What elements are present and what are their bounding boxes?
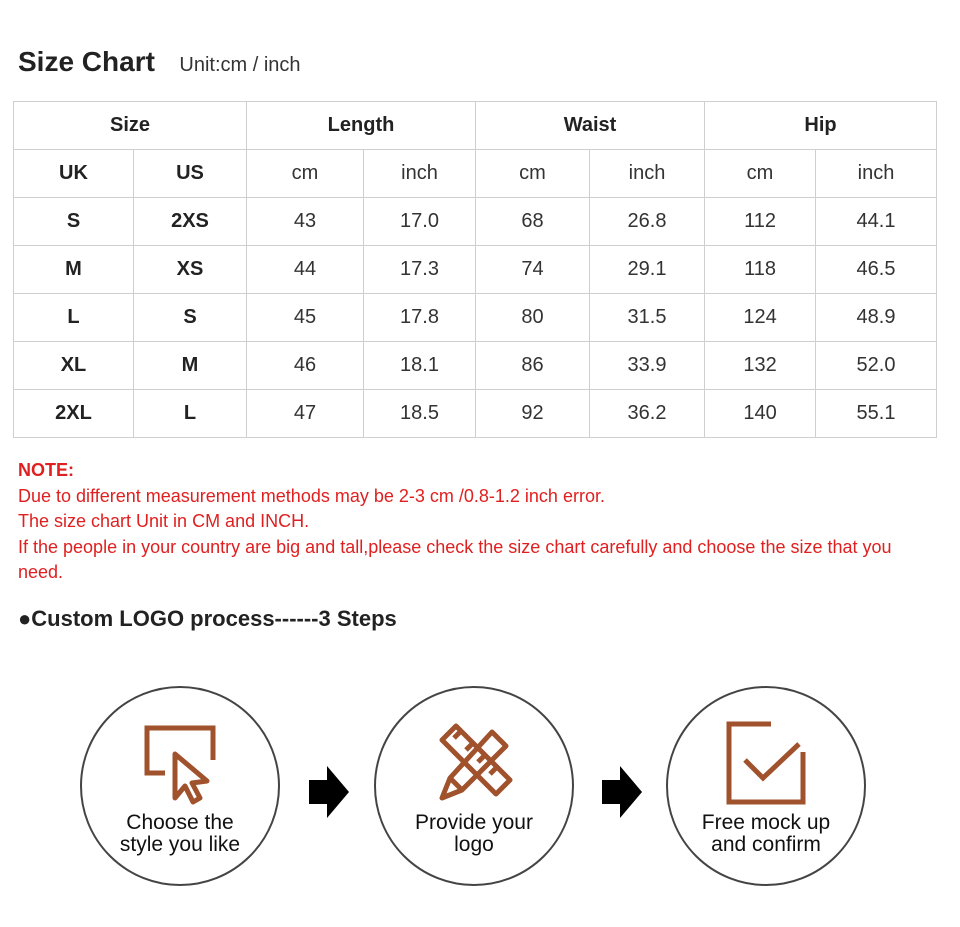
subheader-waist-inch: inch (590, 150, 705, 198)
cell-uk: S (14, 198, 134, 246)
page-title: Size Chart (18, 46, 155, 77)
cell-length-inch: 17.8 (364, 294, 476, 342)
cell-length-inch: 17.0 (364, 198, 476, 246)
arrow-right-icon (307, 764, 351, 820)
table-row (14, 198, 937, 246)
table-row (14, 294, 937, 342)
cell-us: 2XS (134, 198, 247, 246)
group-size: Size (14, 102, 247, 150)
cell-hip-inch: 55.1 (816, 390, 937, 438)
cell-length-cm: 43 (247, 198, 364, 246)
cell-length-cm: 44 (247, 246, 364, 294)
cell-waist-inch: 29.1 (590, 246, 705, 294)
cell-waist-inch: 31.5 (590, 294, 705, 342)
table-row (14, 390, 937, 438)
arrow-right-icon (600, 764, 644, 820)
group-hip: Hip (705, 102, 937, 150)
subheader-length-cm: cm (247, 150, 364, 198)
note-line: The size chart Unit in CM and INCH. (18, 511, 310, 531)
step-label-line2: style you like (119, 833, 241, 856)
cell-waist-cm: 92 (476, 390, 590, 438)
group-length: Length (247, 102, 476, 150)
table-group-header-row (14, 102, 937, 150)
cell-length-inch: 17.3 (364, 246, 476, 294)
cell-waist-cm: 80 (476, 294, 590, 342)
pencil-ruler-icon (424, 718, 524, 808)
subheader-hip-cm: cm (705, 150, 816, 198)
subheader-hip-inch: inch (816, 150, 937, 198)
note-block (18, 458, 938, 586)
table-row (14, 342, 937, 390)
step-label-line2: logo (454, 833, 494, 856)
cell-hip-inch: 52.0 (816, 342, 937, 390)
cell-hip-inch: 44.1 (816, 198, 937, 246)
group-waist: Waist (476, 102, 705, 150)
cell-uk: M (14, 246, 134, 294)
process-title: ●Custom LOGO process------3 Steps (18, 606, 397, 631)
step-choose-style (80, 686, 280, 886)
cell-us: L (134, 390, 247, 438)
step-provide-logo (374, 686, 574, 886)
cell-us: XS (134, 246, 247, 294)
cell-waist-cm: 86 (476, 342, 590, 390)
cell-hip-cm: 124 (705, 294, 816, 342)
cell-waist-cm: 68 (476, 198, 590, 246)
step-label (668, 812, 864, 856)
cell-hip-cm: 132 (705, 342, 816, 390)
cell-waist-cm: 74 (476, 246, 590, 294)
cell-length-inch: 18.5 (364, 390, 476, 438)
step-mock-up (666, 686, 866, 886)
cell-length-cm: 45 (247, 294, 364, 342)
step-label-line2: and confirm (711, 833, 821, 856)
unit-label: Unit:cm / inch (179, 54, 301, 76)
subheader-uk: UK (14, 150, 134, 198)
cell-waist-inch: 33.9 (590, 342, 705, 390)
cell-hip-cm: 118 (705, 246, 816, 294)
table-row (14, 246, 937, 294)
subheader-waist-cm: cm (476, 150, 590, 198)
subheader-us: US (134, 150, 247, 198)
step-label-line1: Choose the (126, 811, 234, 834)
cell-us: S (134, 294, 247, 342)
cell-uk: L (14, 294, 134, 342)
subheader-length-inch: inch (364, 150, 476, 198)
note-line: Due to different measurement methods may be 2-3 cm /0.8-1.2 inch error. (18, 485, 605, 506)
note-heading: NOTE: (18, 460, 74, 480)
title-row (18, 46, 301, 78)
cell-uk: 2XL (14, 390, 134, 438)
cell-uk: XL (14, 342, 134, 390)
cell-length-inch: 18.1 (364, 342, 476, 390)
checkbox-icon (721, 718, 811, 808)
cursor-select-icon (135, 718, 225, 808)
cell-hip-cm: 140 (705, 390, 816, 438)
step-label (82, 812, 278, 856)
cell-hip-inch: 46.5 (816, 246, 937, 294)
cell-hip-cm: 112 (705, 198, 816, 246)
cell-waist-inch: 26.8 (590, 198, 705, 246)
table-subheader-row (14, 150, 937, 198)
cell-hip-inch: 48.9 (816, 294, 937, 342)
step-label-line1: Provide your (415, 811, 533, 834)
cell-length-cm: 47 (247, 390, 364, 438)
size-table (13, 101, 937, 438)
cell-us: M (134, 342, 247, 390)
step-label-line1: Free mock up (701, 811, 831, 834)
cell-length-cm: 46 (247, 342, 364, 390)
step-label (376, 812, 572, 856)
cell-waist-inch: 36.2 (590, 390, 705, 438)
note-line: If the people in your country are big and tall,please check the size chart carefully and choose the size that you need. (18, 536, 892, 582)
